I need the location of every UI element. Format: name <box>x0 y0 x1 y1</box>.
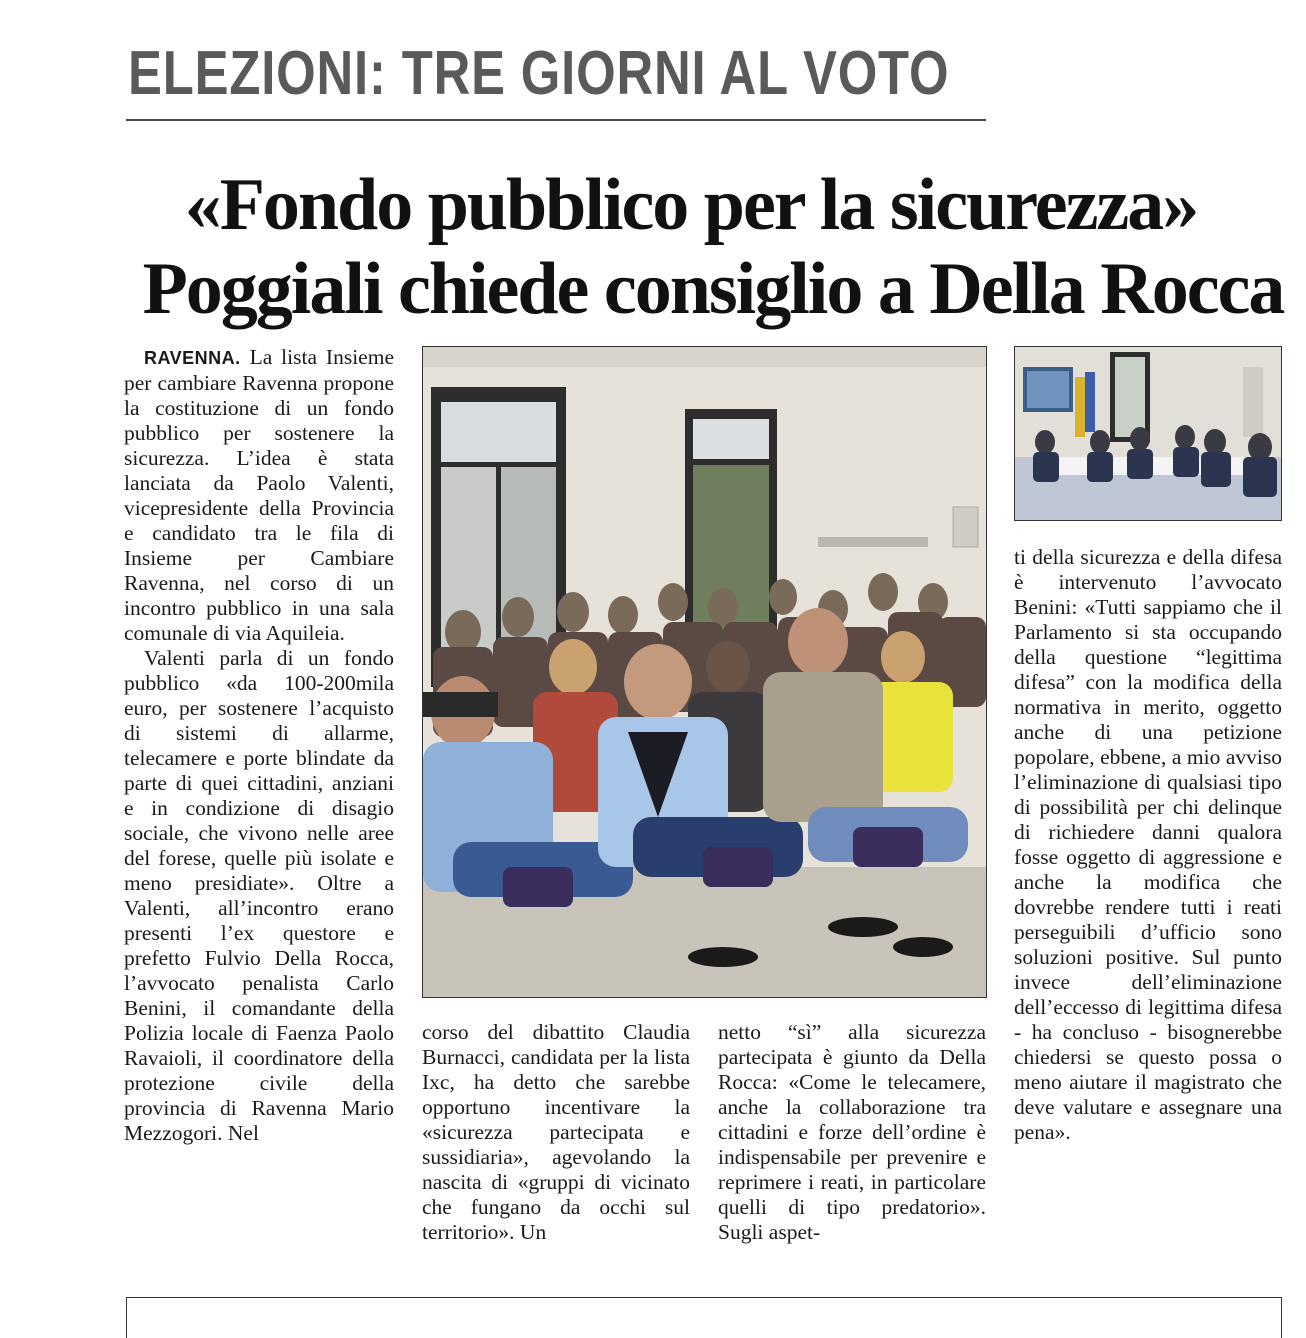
paragraph-text: La lista Insieme per cambiare Ravenna propone la costituzione di un fondo pubblico per sostenere la sicurezza. L’idea è stata lanciata da Paolo Valenti, vicepresidente della Provincia e candidato tra le fila di Insieme per Cambiare Ravenna, nel corso di un incontro pubblico in una sala comunale di via Aquileia. <box>124 345 394 645</box>
paragraph <box>124 345 394 646</box>
paragraph: Valenti parla di un fondo pubblico «da 100-200mila euro, per sostenere l’acquisto di sistemi di allarme, telecamere e porte blindate da parte di quei cittadini, anziani e in condizione di disagio sociale, che vivono nelle aree del forese, quelle più isolate e meno presidiate». Oltre a Valenti, all’incontro erano presenti l’ex questore e prefetto Fulvio Della Rocca, l’avvocato penalista Carlo Benini, il comandante della Polizia locale di Faenza Paolo Ravaioli, il coordinatore della protezione civile della provincia di Ravenna Mario Mezzogori. Nel <box>124 646 394 1145</box>
main-photo <box>422 346 987 998</box>
headline-line-1: «Fondo pubblico per la sicurezza» <box>184 164 1198 246</box>
section-kicker: ELEZIONI: TRE GIORNI AL VOTO <box>128 39 950 108</box>
kicker-divider <box>126 119 986 121</box>
paragraph: corso del dibattito Claudia Burnacci, candidata per la lista Ixc, ha detto che sarebbe opportuno incentivare la «sicurezza partecipata e sussidiaria», agevolando la nascita di «gruppi di vicinato che fungano da occhi sul territorio». Un <box>422 1020 690 1244</box>
next-article-frame <box>126 1297 1282 1338</box>
secondary-photo <box>1014 346 1282 521</box>
article-column-3 <box>718 1020 986 1245</box>
article-column-4 <box>1014 545 1282 1145</box>
article-column-2 <box>422 1020 690 1245</box>
paragraph: netto “sì” alla sicurezza partecipata è giunto da Della Rocca: «Come le telecamere, anche la collaborazione tra cittadini e forze dell’ordine è indispensabile per prevenire e reprimere i reati, in particolare quelli di tipo predatorio». Sugli aspet- <box>718 1020 986 1244</box>
dateline: RAVENNA. <box>144 348 241 368</box>
paragraph: ti della sicurezza e della difesa è intervenuto l’avvocato Benini: «Tutti sappiamo che il Parlamento si sta occupando della questione “legittima difesa” con la modifica della normativa in merito, oggetto anche di una petizione popolare, ebbene, a mio avviso l’eliminazione di qualsiasi tipo di possibilità per chi delinque di richiedere danni qualora fosse oggetto di aggressione e anche la modifica che dovrebbe rendere tutti i reati perseguibili d’ufficio sono soluzioni positive. Sul punto invece dell’eliminazione dell’eccesso di legittima difesa - ha concluso - bisognerebbe chiedersi se questo possa o meno aiutare il magistrato che deve valutare e assegnare una pena». <box>1014 545 1282 1144</box>
audience-photo-illustration <box>423 347 986 997</box>
panel-photo-illustration <box>1015 347 1281 520</box>
article-column-1 <box>124 345 394 1146</box>
headline-line-2: Poggiali chiede consiglio a Della Rocca <box>142 248 1284 330</box>
